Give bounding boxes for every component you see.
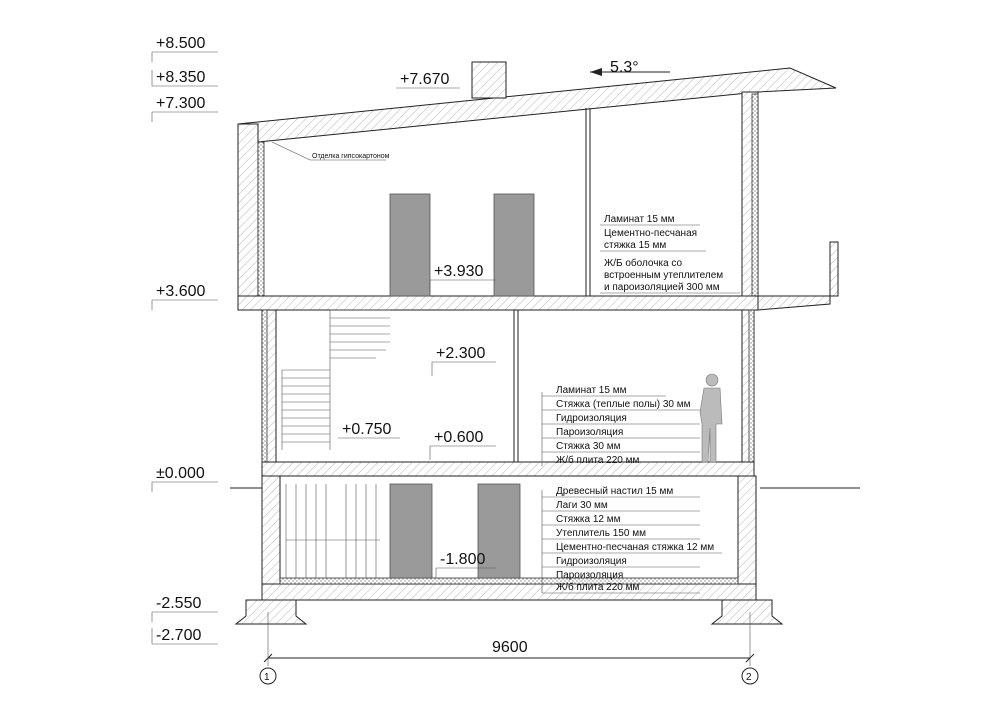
layer-f2-1: Ламинат 15 мм [604, 214, 675, 225]
level-mark-2550 [152, 595, 218, 622]
balcony-slab [758, 242, 838, 310]
finish-note: Отделка гипсокартоном [312, 153, 390, 160]
level-mark-7300 [152, 95, 218, 122]
layer-f2-2: Цементно-песчаная [604, 228, 698, 239]
layer-b-4: Утеплитель 150 мм [556, 528, 646, 539]
level-stair: +0.750 [342, 421, 392, 438]
dimension-value: 9600 [492, 639, 528, 656]
layer-b-1: Древесный настил 15 мм [556, 486, 674, 497]
dimension-line [264, 612, 754, 666]
door-upper-1 [390, 194, 430, 296]
door-basement-1 [390, 484, 432, 578]
level-8500: +8.500 [156, 35, 206, 52]
basement-floor-finish [280, 578, 738, 584]
human-figure [700, 374, 722, 462]
level-7300: +7.300 [156, 95, 206, 112]
level-mark-zero [152, 465, 218, 492]
insulation-right-ground [749, 310, 754, 462]
layer-f1-1: Ламинат 15 мм [556, 385, 627, 396]
basement-slab [262, 584, 756, 600]
layer-f2-4: Ж/Б оболочка со [604, 258, 683, 269]
level-2700: -2.700 [156, 627, 202, 644]
layer-b-2: Лаги 30 мм [556, 500, 608, 511]
level-ridge: +7.670 [400, 71, 450, 88]
level-3600: +3.600 [156, 283, 206, 300]
finish-leader [272, 142, 310, 160]
layer-f1-5: Стяжка 30 мм [556, 441, 621, 452]
door-upper-2 [494, 194, 534, 296]
layer-f2-6: и пароизоляцией 300 мм [604, 282, 720, 293]
insulation-left-ground [262, 310, 267, 462]
layer-b-7: Пароизоляция [556, 570, 624, 581]
wall-left-upper [238, 124, 258, 310]
layer-b-5: Цементно-песчаная стяжка 12 мм [556, 542, 715, 553]
footing-right [712, 600, 782, 624]
layers-basement [542, 486, 722, 593]
level-mark-3600 [152, 283, 218, 310]
layer-b-6: Гидроизоляция [556, 556, 627, 567]
axis-marker-2 [742, 668, 758, 684]
slope-arrowhead [590, 68, 602, 76]
level-mark-2700 [152, 627, 218, 644]
layer-f1-6: Ж/б плита 220 мм [556, 455, 640, 466]
layers-floor2 [600, 214, 740, 293]
floor2-slab [238, 296, 758, 310]
level-floor2: +3.930 [434, 263, 484, 280]
level-mark-8350 [152, 69, 218, 86]
level-8350: +8.350 [156, 69, 206, 86]
level-zero: ±0.000 [156, 465, 205, 482]
layers-floor1 [542, 385, 700, 466]
roof-slope-label: 5.3° [610, 59, 639, 76]
staircase-lower [286, 484, 380, 578]
chimney [472, 62, 506, 98]
basement-wall-right [738, 476, 756, 600]
axis-1-label: 1 [264, 672, 270, 683]
basement-wall-left [262, 476, 280, 600]
level-2550: -2.550 [156, 595, 202, 612]
layer-b-3: Стяжка 12 мм [556, 514, 621, 525]
insulation-right-upper [752, 94, 758, 308]
axis-marker-1 [260, 668, 276, 684]
layer-b-8: Ж/б плита 220 мм [556, 582, 640, 593]
level-landing: +2.300 [436, 345, 486, 362]
layer-f2-3: стяжка 15 мм [604, 240, 667, 251]
insulation-left-upper [258, 142, 264, 298]
level-mark-8500 [152, 35, 218, 62]
level-basement: -1.800 [440, 551, 486, 568]
layer-f1-3: Гидроизоляция [556, 413, 627, 424]
layer-f1-4: Пароизоляция [556, 427, 624, 438]
floor1-slab [262, 462, 754, 476]
footing-left [236, 600, 306, 624]
layer-f1-2: Стяжка (теплые полы) 30 мм [556, 399, 691, 410]
axis-2-label: 2 [746, 672, 752, 683]
layer-f2-5: встроенным утеплителем [604, 270, 724, 281]
level-floor1: +0.600 [434, 429, 484, 446]
